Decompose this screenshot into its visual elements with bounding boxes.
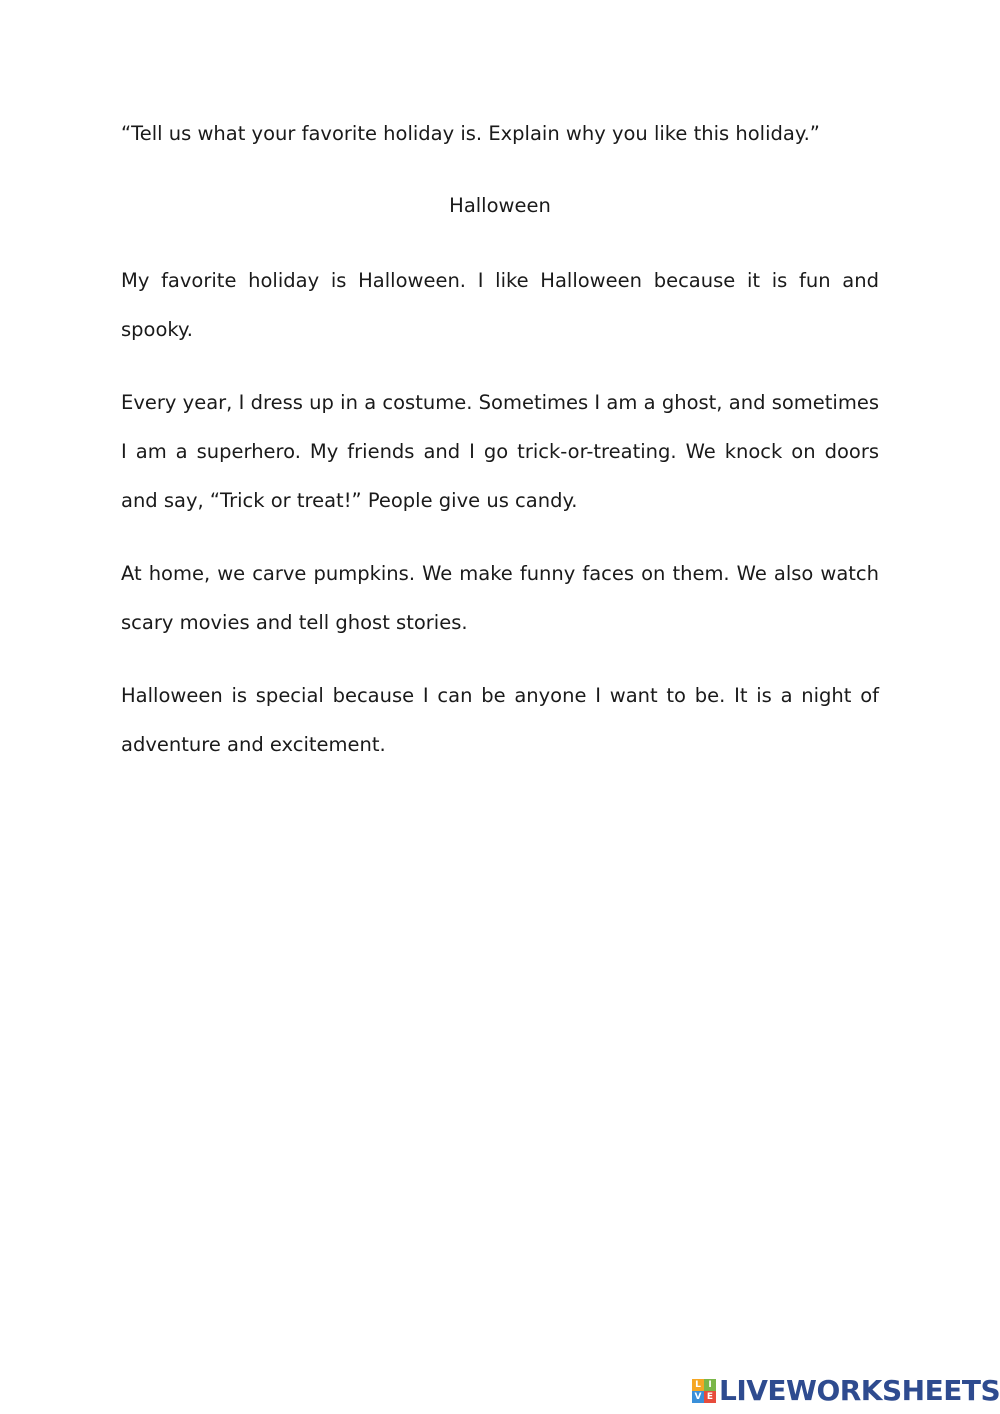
essay-paragraph-2: Every year, I dress up in a costume. Sometimes I am a ghost, and sometimes I am a superhero. My friends and I go trick-or-treating. We knock on doors and say, “Trick or treat!” People give us candy.	[121, 391, 879, 512]
liveworksheets-logo	[692, 1372, 1000, 1410]
writing-prompt: “Tell us what your favorite holiday is. Explain why you like this holiday.”	[121, 122, 820, 145]
logo-mark-cell: E	[704, 1391, 716, 1403]
logo-mark-cell: V	[692, 1391, 704, 1403]
essay-paragraph-3: At home, we carve pumpkins. We make funny faces on them. We also watch scary movies and tell ghost stories.	[121, 562, 879, 634]
logo-wordmark: LIVEWORKSHEETS	[719, 1374, 1000, 1407]
essay-paragraph-4: Halloween is special because I can be anyone I want to be. It is a night of adventure and excitement.	[121, 684, 879, 756]
liveworksheets-mark-icon	[692, 1379, 716, 1403]
logo-mark-cell: I	[704, 1379, 716, 1391]
document-page	[121, 112, 879, 793]
essay-title: Halloween	[449, 194, 551, 217]
essay-paragraph-1: My favorite holiday is Halloween. I like Halloween because it is fun and spooky.	[121, 269, 879, 341]
logo-mark-cell: L	[692, 1379, 704, 1391]
